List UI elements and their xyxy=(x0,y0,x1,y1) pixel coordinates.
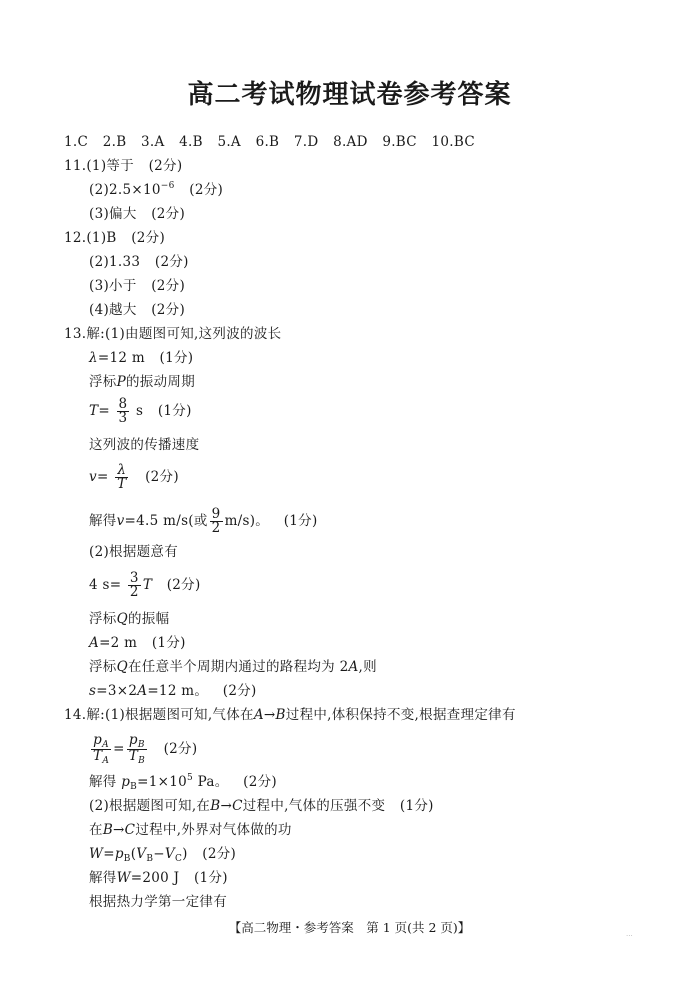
score: (2分) xyxy=(222,683,257,699)
text: 浮标 xyxy=(89,374,117,390)
symbol-t: T xyxy=(142,577,153,593)
symbol-a: A xyxy=(137,683,148,699)
q12-line-3 xyxy=(89,277,185,295)
q13-period-text xyxy=(89,373,195,391)
q12-part2: (2)1.33 xyxy=(89,254,141,270)
score: (1分) xyxy=(159,350,194,366)
unit: Pa。 xyxy=(197,774,229,790)
subscript: A xyxy=(102,740,109,750)
answer-5: 5.A xyxy=(217,134,241,150)
minus: − xyxy=(153,846,165,862)
q13-speed-text: 这列波的传播速度 xyxy=(89,437,200,453)
symbol-t: T xyxy=(93,748,103,764)
answer-3: 3.A xyxy=(141,134,165,150)
symbol-q: Q xyxy=(116,611,128,627)
q11-line-2 xyxy=(89,181,223,201)
q14-work-text xyxy=(89,821,292,839)
numerator: 3 xyxy=(129,570,139,586)
answer-4: 4.B xyxy=(179,134,203,150)
fraction xyxy=(210,508,223,535)
denominator: 2 xyxy=(211,520,221,536)
q13-heading: 13.解:(1)由题图可知,这列波的波长 xyxy=(64,326,282,342)
paren: ) xyxy=(182,846,188,862)
arrow-icon: → xyxy=(113,822,125,838)
text: 的振幅 xyxy=(127,611,170,627)
answer-6: 6.B xyxy=(255,134,280,150)
q11-part3: (3)偏大 xyxy=(89,206,137,222)
symbol-w: W xyxy=(89,846,104,862)
value: =4.5 m/s(或 xyxy=(124,513,208,529)
state-c: C xyxy=(124,822,136,838)
symbol-a: A xyxy=(89,635,100,651)
q13-part2-eq xyxy=(89,572,201,599)
exponent: 5 xyxy=(186,773,193,783)
answer-8: 8.AD xyxy=(333,134,368,150)
text: (2)根据题图可知,在 xyxy=(89,798,211,814)
q14-work-result xyxy=(89,869,228,887)
symbol-q: Q xyxy=(116,659,128,675)
score: (2分) xyxy=(151,206,186,222)
symbol-p: P xyxy=(116,374,126,390)
symbol-v: V xyxy=(136,846,147,862)
denominator: T xyxy=(117,476,127,492)
text: 在 xyxy=(89,822,103,838)
score: (2分) xyxy=(151,278,186,294)
q12-part4: (4)越大 xyxy=(89,302,137,318)
lambda-value: =12 m xyxy=(97,350,145,366)
score: (1分) xyxy=(157,403,192,419)
q14-part2-text xyxy=(89,797,434,815)
state-b: B xyxy=(210,798,221,814)
numerator: 8 xyxy=(118,396,128,412)
q14-work-eq xyxy=(89,845,236,865)
equals: = xyxy=(103,846,115,862)
q11-line-1 xyxy=(64,157,182,175)
q13-amplitude-text xyxy=(89,610,169,628)
unit: s xyxy=(136,403,144,419)
state-c: C xyxy=(232,798,243,814)
q12-line-1 xyxy=(64,229,165,247)
arrow-icon: → xyxy=(220,798,233,814)
text: 解得 xyxy=(89,774,117,790)
q12-line-2 xyxy=(89,253,189,271)
subscript: A xyxy=(102,756,110,766)
value: =2 m xyxy=(99,635,138,651)
symbol-p: p xyxy=(93,732,103,748)
text: 的振动周期 xyxy=(126,374,195,390)
subscript: B xyxy=(137,740,145,750)
q13-speed-eq xyxy=(89,464,179,491)
value: =1×10 xyxy=(137,774,187,790)
arrow-icon: → xyxy=(263,707,276,723)
q11-part2: (2)2.5×10 xyxy=(89,182,161,198)
fraction-b xyxy=(127,734,147,765)
state-b: B xyxy=(102,822,114,838)
text: 解得 xyxy=(89,513,117,529)
score: (2分) xyxy=(202,846,237,862)
q13-path-eq xyxy=(89,682,257,700)
numerator: λ xyxy=(115,464,128,478)
q13-amplitude-eq xyxy=(89,634,186,652)
symbol-v: v xyxy=(89,469,97,485)
q12-part1: 12.(1)B xyxy=(64,230,117,246)
q14-pressure-result xyxy=(89,773,277,793)
symbol-t: T xyxy=(89,403,99,419)
answer-1: 1.C xyxy=(64,134,89,150)
subscript: B xyxy=(146,854,154,864)
score: (1分) xyxy=(399,798,434,814)
text: ,则 xyxy=(358,659,377,675)
score: (1分) xyxy=(283,513,318,529)
denominator xyxy=(127,750,147,765)
text: m/s)。 xyxy=(224,513,270,529)
state-b: B xyxy=(275,707,286,723)
q13-part2-heading: (2)根据题意有 xyxy=(89,544,179,560)
q11-part1: 11.(1)等于 xyxy=(64,158,134,174)
text: 过程中,气体的压强不变 xyxy=(242,798,386,814)
denominator: 2 xyxy=(129,584,139,600)
answer-10: 10.BC xyxy=(431,134,475,150)
denominator: 3 xyxy=(118,410,128,426)
answer-9: 9.BC xyxy=(382,134,417,150)
q14-charles-eq xyxy=(89,734,197,765)
score: (1分) xyxy=(193,870,228,886)
score: (2分) xyxy=(166,577,201,593)
symbol-w: W xyxy=(116,870,131,886)
score: (1分) xyxy=(151,635,186,651)
text: 浮标 xyxy=(89,611,117,627)
lambda-symbol: λ xyxy=(89,350,98,366)
score: (2分) xyxy=(131,230,166,246)
subscript: C xyxy=(174,854,183,864)
q12-line-4 xyxy=(89,301,185,319)
text: 14.解:(1)根据题图可知,气体在 xyxy=(64,707,254,723)
choice-answers-row xyxy=(64,133,475,151)
value: =200 J xyxy=(130,870,180,886)
text: =3×2 xyxy=(96,683,138,699)
exponent: −6 xyxy=(160,181,175,191)
text: 过程中,体积保持不变,根据查理定律有 xyxy=(285,707,516,723)
fraction xyxy=(115,464,128,491)
answer-7: 7.D xyxy=(293,134,319,150)
text: 浮标 xyxy=(89,659,117,675)
score: (2分) xyxy=(148,158,183,174)
page-footer: 【高二物理・参考答案 第 1 页(共 2 页)】 xyxy=(228,920,471,935)
text: 过程中,外界对气体做的功 xyxy=(135,822,292,838)
q13-period-eq xyxy=(89,398,192,425)
subscript: B xyxy=(138,756,145,766)
q13-path-text xyxy=(89,658,377,676)
answer-2: 2.B xyxy=(102,134,127,150)
score: (2分) xyxy=(163,741,198,757)
symbol-p: p xyxy=(128,732,138,748)
text: 4 s= xyxy=(89,577,122,593)
fraction xyxy=(117,398,130,425)
symbol-p: p xyxy=(121,774,131,790)
symbol-t: T xyxy=(128,748,139,764)
q11-line-3 xyxy=(89,205,185,223)
score: (2分) xyxy=(145,469,179,485)
equals: = xyxy=(96,469,109,485)
symbol-s: s xyxy=(89,683,97,699)
score: (2分) xyxy=(243,774,277,790)
q14-first-law-text: 根据热力学第一定律有 xyxy=(89,894,227,910)
subscript: B xyxy=(130,782,138,792)
score: (2分) xyxy=(151,302,186,318)
numerator: 9 xyxy=(211,506,221,522)
state-a: A xyxy=(253,707,264,723)
text: 解得 xyxy=(89,870,117,886)
score: (2分) xyxy=(189,182,224,198)
value: =12 m。 xyxy=(147,683,209,699)
text: 在任意半个周期内通过的路程均为 2 xyxy=(127,659,349,675)
corner-mark: ... xyxy=(626,930,633,938)
symbol-a: A xyxy=(348,659,359,675)
q14-heading xyxy=(64,706,516,724)
fraction-a xyxy=(91,734,111,765)
symbol-v: v xyxy=(116,513,125,529)
paren: ( xyxy=(130,846,137,862)
q12-part3: (3)小于 xyxy=(89,278,137,294)
equals: = xyxy=(113,741,125,757)
symbol-v: V xyxy=(164,846,175,862)
page-title: 高二考试物理试卷参考答案 xyxy=(187,80,512,110)
denominator xyxy=(91,750,111,765)
q13-speed-result xyxy=(89,508,318,535)
score: (2分) xyxy=(154,254,189,270)
q13-wavelength-eq xyxy=(89,349,193,367)
equals: = xyxy=(98,403,110,419)
fraction xyxy=(128,572,141,599)
symbol-p: p xyxy=(114,846,124,862)
subscript: B xyxy=(123,854,131,864)
